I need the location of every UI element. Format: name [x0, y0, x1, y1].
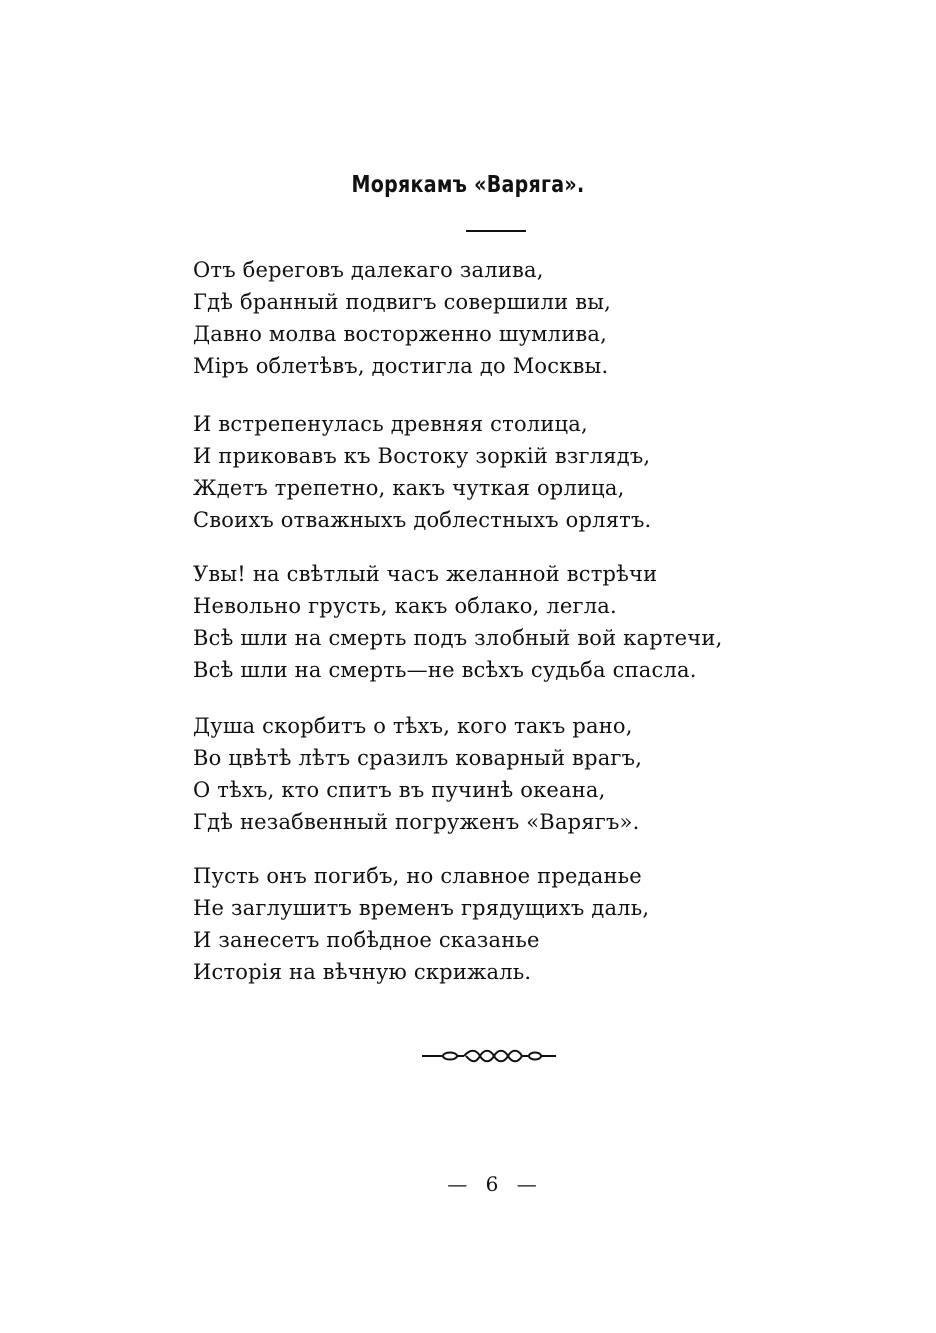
verse-line: И занесетъ побѣдное сказанье [193, 928, 540, 952]
verse-line: Своихъ отважныхъ доблестныхъ орлятъ. [193, 508, 652, 532]
verse-line: Увы! на свѣтлый часъ желанной встрѣчи [193, 562, 658, 586]
verse-line: О тѣхъ, кто спитъ въ пучинѣ океана, [193, 778, 606, 802]
verse-line: Давно молва восторженно шумлива, [193, 322, 608, 346]
verse-line: Исторія на вѣчную скрижаль. [193, 960, 532, 984]
stanza-4 [193, 710, 813, 838]
stanza-3 [193, 558, 813, 686]
verse-line: И встрепенулась древняя столица, [193, 412, 588, 436]
verse-line: Душа скорбитъ о тѣхъ, кого такъ рано, [193, 714, 633, 738]
verse-line: Невольно грусть, какъ облако, легла. [193, 594, 617, 618]
stanza-2 [193, 408, 813, 536]
stanza-1 [193, 254, 813, 382]
verse-line: Ждетъ трепетно, какъ чуткая орлица, [193, 476, 625, 500]
verse-line: И приковавъ къ Востоку зоркій взглядъ, [193, 444, 651, 468]
verse-line: Гдѣ незабвенный погруженъ «Варягъ». [193, 810, 640, 834]
verse-line: Гдѣ бранный подвигъ совершили вы, [193, 290, 612, 314]
poem-title: Морякамъ «Варяга». [351, 172, 585, 198]
verse-line: Во цвѣтѣ лѣтъ сразилъ коварный врагъ, [193, 746, 643, 770]
title-rule [466, 230, 526, 232]
ornament-divider-icon [418, 1046, 558, 1066]
page-number: — 6 — [447, 1172, 543, 1196]
verse-line: Отъ береговъ далекаго залива, [193, 258, 544, 282]
verse-line: Міръ облетѣвъ, достигла до Москвы. [193, 354, 609, 378]
verse-line: Не заглушитъ временъ грядущихъ даль, [193, 896, 650, 920]
verse-line: Пусть онъ погибъ, но славное преданье [193, 864, 642, 888]
stanza-5 [193, 860, 813, 988]
verse-line: Всѣ шли на смерть—не всѣхъ судьба спасла. [193, 658, 697, 682]
verse-line: Всѣ шли на смерть подъ злобный вой картечи, [193, 626, 723, 650]
